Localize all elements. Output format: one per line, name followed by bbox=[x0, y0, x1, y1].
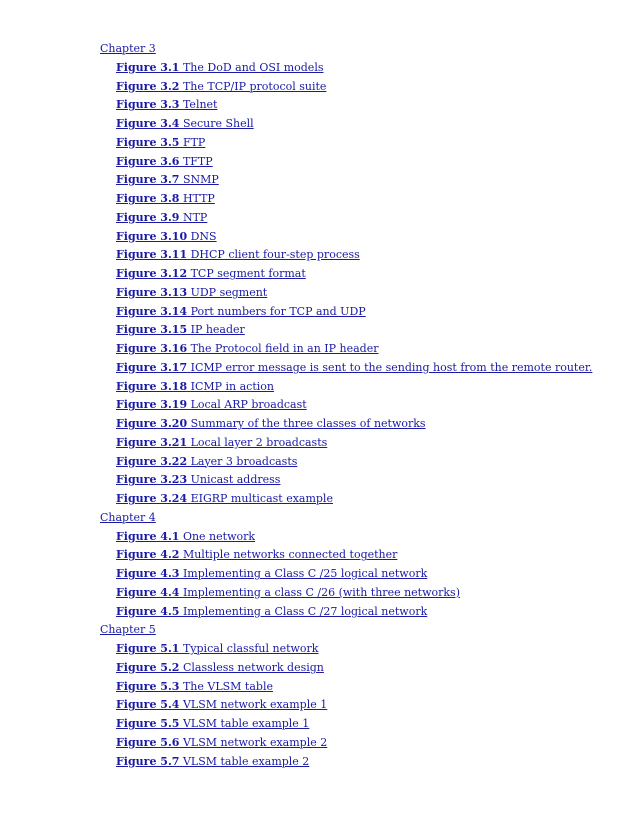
figure-title: Typical classful network bbox=[182, 642, 319, 655]
figure-entry bbox=[100, 153, 620, 172]
figure-link[interactable] bbox=[116, 380, 274, 393]
figure-link[interactable] bbox=[116, 698, 327, 711]
figure-title: Telnet bbox=[182, 98, 218, 112]
figure-link[interactable] bbox=[116, 605, 427, 618]
figure-entry bbox=[100, 209, 620, 228]
figure-entry bbox=[100, 246, 620, 265]
figure-entry bbox=[100, 640, 620, 659]
figure-title: The TCP/IP protocol suite bbox=[182, 79, 327, 93]
figure-link[interactable] bbox=[116, 211, 207, 224]
figure-number: Figure 3.15 bbox=[116, 323, 188, 337]
figure-link[interactable] bbox=[116, 417, 426, 430]
figure-entry bbox=[100, 265, 620, 284]
figure-entry bbox=[100, 490, 620, 509]
figure-title: ICMP error message is sent to the sending host from the remote router. bbox=[190, 360, 593, 374]
figure-entry bbox=[100, 565, 620, 584]
figure-link[interactable] bbox=[116, 248, 360, 261]
chapter-heading bbox=[100, 40, 620, 59]
figure-title: Implementing a Class C /27 logical network bbox=[182, 604, 428, 618]
figure-link[interactable] bbox=[116, 136, 205, 149]
figure-number: Figure 3.23 bbox=[116, 473, 188, 487]
figure-entry bbox=[100, 190, 620, 209]
figure-entry bbox=[100, 471, 620, 490]
figure-number: Figure 3.9 bbox=[116, 210, 180, 224]
chapter-heading bbox=[100, 509, 620, 528]
figure-link[interactable] bbox=[116, 173, 219, 186]
figure-number: Figure 3.17 bbox=[116, 360, 188, 374]
figure-title: Summary of the three classes of networks bbox=[190, 417, 426, 430]
figure-entry bbox=[100, 78, 620, 97]
figure-title: The DoD and OSI models bbox=[182, 60, 324, 74]
figure-link[interactable] bbox=[116, 398, 307, 411]
figure-number: Figure 4.4 bbox=[116, 585, 180, 599]
figure-entry bbox=[100, 321, 620, 340]
figure-number: Figure 5.3 bbox=[116, 679, 180, 693]
figure-title: VLSM table example 2 bbox=[182, 754, 310, 768]
figure-number: Figure 3.18 bbox=[116, 379, 188, 393]
figure-entry bbox=[100, 378, 620, 397]
figure-entry bbox=[100, 753, 620, 772]
figure-link[interactable] bbox=[116, 567, 427, 580]
figure-title: FTP bbox=[182, 135, 206, 149]
figure-link[interactable] bbox=[116, 117, 254, 130]
figure-number: Figure 4.1 bbox=[116, 529, 180, 543]
figure-title: One network bbox=[182, 529, 256, 543]
figure-number: Figure 4.2 bbox=[116, 548, 180, 562]
figure-entry bbox=[100, 678, 620, 697]
figure-number: Figure 5.4 bbox=[116, 698, 180, 712]
figure-number: Figure 4.5 bbox=[116, 604, 180, 618]
chapter-link[interactable]: Chapter 5 bbox=[100, 623, 156, 637]
figure-number: Figure 3.6 bbox=[116, 154, 180, 168]
figure-title: Local ARP broadcast bbox=[190, 398, 307, 412]
figure-link[interactable] bbox=[116, 642, 318, 655]
figure-entry bbox=[100, 546, 620, 565]
figure-number: Figure 3.11 bbox=[116, 248, 188, 262]
chapter-link[interactable]: Chapter 4 bbox=[100, 510, 156, 524]
figure-entry bbox=[100, 228, 620, 247]
figure-link[interactable] bbox=[116, 680, 273, 693]
figure-title: Unicast address bbox=[190, 473, 281, 487]
figure-number: Figure 4.3 bbox=[116, 567, 180, 580]
figure-title: Port numbers for TCP and UDP bbox=[190, 304, 366, 318]
figure-number: Figure 3.19 bbox=[116, 398, 188, 412]
figure-link[interactable] bbox=[116, 436, 327, 449]
figure-number: Figure 3.4 bbox=[116, 117, 180, 130]
figure-link[interactable] bbox=[116, 323, 245, 336]
figure-number: Figure 3.8 bbox=[116, 192, 180, 205]
figure-title: VLSM network example 1 bbox=[182, 698, 328, 712]
figure-entry bbox=[100, 171, 620, 190]
figure-entry bbox=[100, 584, 620, 603]
figure-link[interactable] bbox=[116, 305, 366, 318]
figure-entry bbox=[100, 434, 620, 453]
figure-title: HTTP bbox=[182, 192, 215, 205]
figure-link[interactable] bbox=[116, 530, 255, 543]
figure-entry bbox=[100, 59, 620, 78]
figure-link[interactable] bbox=[116, 661, 324, 674]
figure-title: TFTP bbox=[182, 154, 213, 168]
figure-link[interactable] bbox=[116, 192, 215, 205]
figure-entry bbox=[100, 359, 620, 378]
figure-entry bbox=[100, 696, 620, 715]
figure-title: VLSM table example 1 bbox=[182, 717, 310, 730]
figure-entry bbox=[100, 659, 620, 678]
figure-link[interactable] bbox=[116, 492, 333, 505]
chapter-heading bbox=[100, 621, 620, 640]
figure-number: Figure 5.5 bbox=[116, 717, 180, 730]
figure-number: Figure 3.13 bbox=[116, 285, 188, 299]
figure-link[interactable] bbox=[116, 361, 592, 374]
figure-number: Figure 3.7 bbox=[116, 173, 180, 187]
figure-number: Figure 3.20 bbox=[116, 417, 188, 430]
figure-link[interactable] bbox=[116, 80, 326, 93]
figure-number: Figure 3.22 bbox=[116, 454, 188, 468]
figure-link[interactable] bbox=[116, 286, 267, 299]
figure-number: Figure 3.3 bbox=[116, 98, 180, 112]
figure-title: The Protocol field in an IP header bbox=[190, 342, 379, 355]
figure-entry bbox=[100, 284, 620, 303]
figure-title: Implementing a class C /26 (with three networks) bbox=[182, 585, 460, 599]
figure-entry bbox=[100, 415, 620, 434]
figure-link[interactable] bbox=[116, 98, 217, 111]
figure-title: The VLSM table bbox=[182, 679, 273, 693]
figure-title: DHCP client four-step process bbox=[190, 248, 360, 262]
figure-number: Figure 5.6 bbox=[116, 735, 180, 749]
figure-number: Figure 3.12 bbox=[116, 267, 188, 280]
figure-link[interactable] bbox=[116, 586, 460, 599]
figure-entry bbox=[100, 715, 620, 734]
figure-entry bbox=[100, 340, 620, 359]
chapter-link[interactable]: Chapter 3 bbox=[100, 42, 156, 55]
figure-link[interactable] bbox=[116, 717, 309, 730]
figure-link[interactable] bbox=[116, 61, 323, 74]
figure-title: Classless network design bbox=[182, 660, 324, 674]
figure-title: NTP bbox=[182, 210, 208, 224]
figure-number: Figure 3.16 bbox=[116, 342, 188, 355]
figure-title: Secure Shell bbox=[182, 117, 254, 130]
figure-title: ICMP in action bbox=[190, 379, 274, 393]
figure-link[interactable] bbox=[116, 455, 297, 468]
figure-entry bbox=[100, 96, 620, 115]
figure-entry bbox=[100, 603, 620, 622]
figure-number: Figure 3.24 bbox=[116, 492, 188, 505]
figure-link[interactable] bbox=[116, 736, 327, 749]
figure-entry bbox=[100, 134, 620, 153]
figure-link[interactable] bbox=[116, 548, 397, 561]
figure-title: UDP segment bbox=[190, 285, 268, 299]
figure-list bbox=[100, 40, 620, 771]
figure-title: Local layer 2 broadcasts bbox=[190, 435, 328, 449]
figure-title: TCP segment format bbox=[190, 267, 306, 280]
figure-title: DNS bbox=[190, 229, 217, 243]
figure-entry bbox=[100, 115, 620, 134]
figure-link[interactable] bbox=[116, 755, 309, 768]
figure-entry bbox=[100, 303, 620, 322]
figure-title: Multiple networks connected together bbox=[182, 548, 398, 562]
figure-number: Figure 3.1 bbox=[116, 60, 180, 74]
figure-entry bbox=[100, 396, 620, 415]
figure-number: Figure 3.14 bbox=[116, 304, 188, 318]
figure-number: Figure 3.21 bbox=[116, 435, 188, 449]
figure-link[interactable] bbox=[116, 230, 217, 243]
figure-title: EIGRP multicast example bbox=[190, 492, 333, 505]
figure-number: Figure 3.5 bbox=[116, 135, 180, 149]
figure-link[interactable] bbox=[116, 473, 280, 486]
figure-number: Figure 5.1 bbox=[116, 642, 180, 655]
figure-entry bbox=[100, 528, 620, 547]
figure-title: Implementing a Class C /25 logical network bbox=[182, 567, 428, 580]
figure-link[interactable] bbox=[116, 155, 213, 168]
figure-number: Figure 3.10 bbox=[116, 229, 188, 243]
figure-link[interactable] bbox=[116, 342, 379, 355]
figure-title: IP header bbox=[190, 323, 245, 337]
figure-title: SNMP bbox=[182, 173, 219, 187]
figure-number: Figure 5.2 bbox=[116, 660, 180, 674]
figure-title: VLSM network example 2 bbox=[182, 735, 328, 749]
figure-link[interactable] bbox=[116, 267, 306, 280]
figure-number: Figure 3.2 bbox=[116, 79, 180, 93]
figure-title: Layer 3 broadcasts bbox=[190, 454, 298, 468]
figure-number: Figure 5.7 bbox=[116, 754, 180, 768]
figure-entry bbox=[100, 453, 620, 472]
figure-entry bbox=[100, 734, 620, 753]
